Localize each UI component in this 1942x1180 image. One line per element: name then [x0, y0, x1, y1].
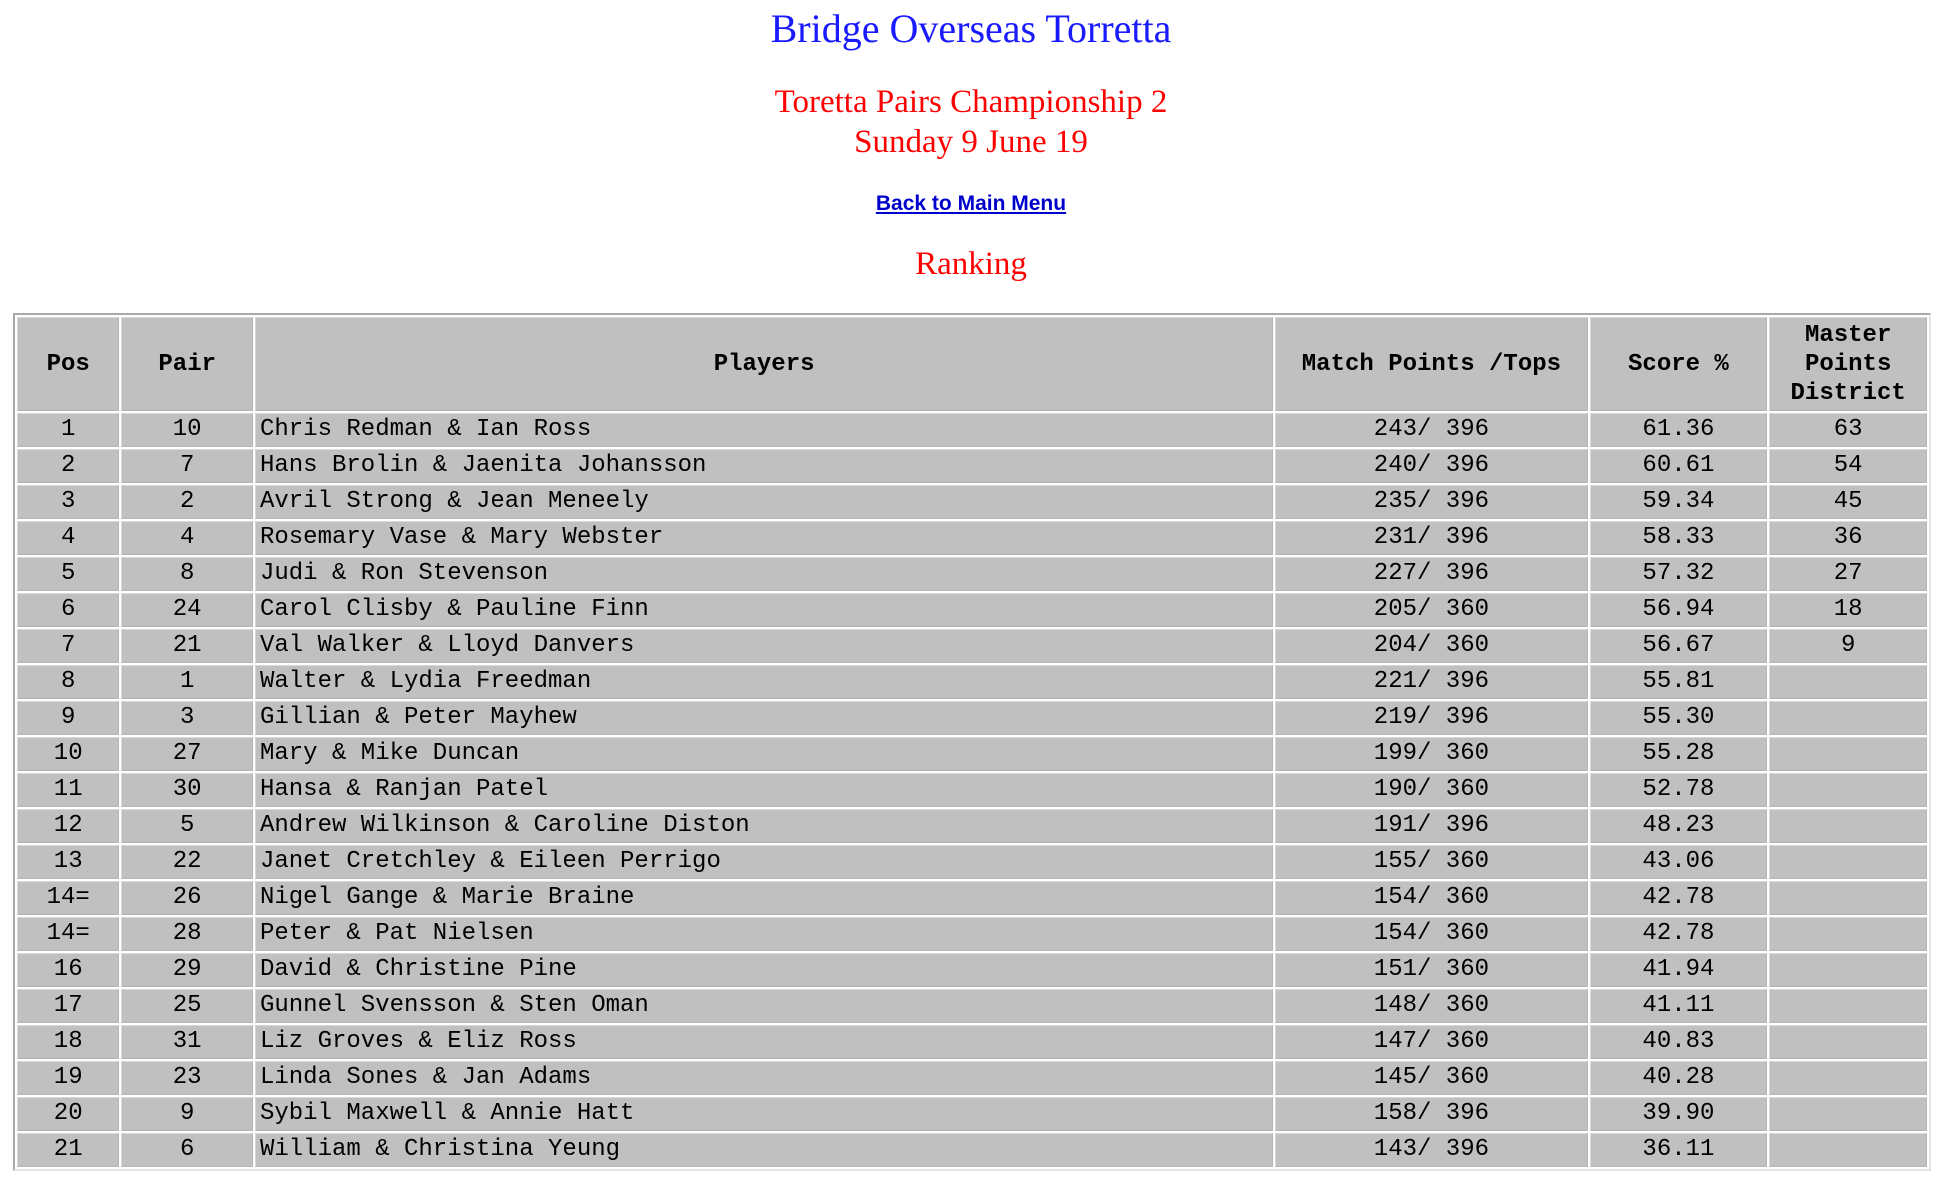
cell-match-points: 154/ 360 — [1275, 917, 1587, 951]
table-row — [17, 1025, 1927, 1059]
cell-pos: 2 — [17, 449, 119, 483]
cell-match-points: 158/ 396 — [1275, 1097, 1587, 1131]
cell-pos: 14= — [17, 881, 119, 915]
cell-pair: 24 — [121, 593, 253, 627]
cell-players: Mary & Mike Duncan — [255, 737, 1273, 771]
cell-players: Linda Sones & Jan Adams — [255, 1061, 1273, 1095]
cell-players: Sybil Maxwell & Annie Hatt — [255, 1097, 1273, 1131]
cell-score: 42.78 — [1590, 917, 1768, 951]
header-master-points: Master Points District — [1769, 317, 1927, 411]
cell-master-points — [1769, 701, 1927, 735]
cell-master-points: 54 — [1769, 449, 1927, 483]
cell-match-points: 243/ 396 — [1275, 413, 1587, 447]
ranking-table — [15, 315, 1929, 1169]
table-row — [17, 557, 1927, 591]
table-row — [17, 485, 1927, 519]
cell-master-points — [1769, 1097, 1927, 1131]
cell-master-points: 36 — [1769, 521, 1927, 555]
cell-pair: 21 — [121, 629, 253, 663]
cell-score: 56.67 — [1590, 629, 1768, 663]
table-row — [17, 1097, 1927, 1131]
cell-score: 58.33 — [1590, 521, 1768, 555]
cell-master-points: 63 — [1769, 413, 1927, 447]
cell-master-points — [1769, 773, 1927, 807]
cell-match-points: 154/ 360 — [1275, 881, 1587, 915]
cell-players: Peter & Pat Nielsen — [255, 917, 1273, 951]
cell-match-points: 227/ 396 — [1275, 557, 1587, 591]
cell-pair: 4 — [121, 521, 253, 555]
cell-match-points: 240/ 396 — [1275, 449, 1587, 483]
cell-players: Judi & Ron Stevenson — [255, 557, 1273, 591]
event-title: Toretta Pairs Championship 2 — [774, 84, 1168, 120]
cell-pair: 1 — [121, 665, 253, 699]
cell-match-points: 199/ 360 — [1275, 737, 1587, 771]
table-row — [17, 1133, 1927, 1167]
cell-match-points: 151/ 360 — [1275, 953, 1587, 987]
cell-players: Walter & Lydia Freedman — [255, 665, 1273, 699]
cell-master-points — [1769, 665, 1927, 699]
table-row — [17, 413, 1927, 447]
cell-players: Hansa & Ranjan Patel — [255, 773, 1273, 807]
cell-score: 59.34 — [1590, 485, 1768, 519]
cell-score: 52.78 — [1590, 773, 1768, 807]
cell-players: William & Christina Yeung — [255, 1133, 1273, 1167]
cell-score: 36.11 — [1590, 1133, 1768, 1167]
cell-score: 55.30 — [1590, 701, 1768, 735]
cell-pair: 6 — [121, 1133, 253, 1167]
cell-match-points: 235/ 396 — [1275, 485, 1587, 519]
table-row — [17, 917, 1927, 951]
cell-score: 61.36 — [1590, 413, 1768, 447]
cell-match-points: 147/ 360 — [1275, 1025, 1587, 1059]
cell-match-points: 231/ 396 — [1275, 521, 1587, 555]
cell-players: Nigel Gange & Marie Braine — [255, 881, 1273, 915]
cell-pair: 22 — [121, 845, 253, 879]
cell-pair: 31 — [121, 1025, 253, 1059]
cell-master-points — [1769, 1061, 1927, 1095]
cell-score: 40.83 — [1590, 1025, 1768, 1059]
cell-players: Val Walker & Lloyd Danvers — [255, 629, 1273, 663]
cell-master-points — [1769, 989, 1927, 1023]
back-to-main-menu-link[interactable]: Back to Main Menu — [875, 192, 1067, 215]
table-row — [17, 809, 1927, 843]
cell-match-points: 191/ 396 — [1275, 809, 1587, 843]
cell-match-points: 190/ 360 — [1275, 773, 1587, 807]
cell-pair: 25 — [121, 989, 253, 1023]
cell-pair: 23 — [121, 1061, 253, 1095]
cell-match-points: 143/ 396 — [1275, 1133, 1587, 1167]
cell-pair: 5 — [121, 809, 253, 843]
table-row — [17, 773, 1927, 807]
cell-players: Andrew Wilkinson & Caroline Diston — [255, 809, 1273, 843]
cell-match-points: 205/ 360 — [1275, 593, 1587, 627]
cell-master-points — [1769, 953, 1927, 987]
cell-score: 48.23 — [1590, 809, 1768, 843]
cell-master-points — [1769, 881, 1927, 915]
cell-match-points: 204/ 360 — [1275, 629, 1587, 663]
cell-players: Gillian & Peter Mayhew — [255, 701, 1273, 735]
cell-pos: 12 — [17, 809, 119, 843]
cell-pair: 10 — [121, 413, 253, 447]
cell-pos: 4 — [17, 521, 119, 555]
cell-match-points: 148/ 360 — [1275, 989, 1587, 1023]
cell-pair: 30 — [121, 773, 253, 807]
table-header-row — [17, 317, 1927, 411]
cell-pos: 11 — [17, 773, 119, 807]
cell-score: 55.81 — [1590, 665, 1768, 699]
cell-pos: 20 — [17, 1097, 119, 1131]
cell-master-points — [1769, 1133, 1927, 1167]
cell-players: David & Christine Pine — [255, 953, 1273, 987]
ranking-table-body — [17, 413, 1927, 1167]
cell-pos: 3 — [17, 485, 119, 519]
cell-pos: 16 — [17, 953, 119, 987]
cell-pos: 8 — [17, 665, 119, 699]
cell-master-points — [1769, 845, 1927, 879]
cell-pos: 10 — [17, 737, 119, 771]
cell-score: 56.94 — [1590, 593, 1768, 627]
cell-master-points — [1769, 1025, 1927, 1059]
cell-match-points: 221/ 396 — [1275, 665, 1587, 699]
cell-players: Liz Groves & Eliz Ross — [255, 1025, 1273, 1059]
cell-score: 42.78 — [1590, 881, 1768, 915]
table-row — [17, 737, 1927, 771]
cell-pair: 29 — [121, 953, 253, 987]
cell-pos: 21 — [17, 1133, 119, 1167]
cell-score: 55.28 — [1590, 737, 1768, 771]
cell-score: 43.06 — [1590, 845, 1768, 879]
event-date: Sunday 9 June 19 — [854, 124, 1088, 160]
cell-pos: 19 — [17, 1061, 119, 1095]
header-pos: Pos — [17, 317, 119, 411]
header-pair: Pair — [121, 317, 253, 411]
cell-players: Hans Brolin & Jaenita Johansson — [255, 449, 1273, 483]
cell-master-points: 9 — [1769, 629, 1927, 663]
cell-score: 41.94 — [1590, 953, 1768, 987]
cell-pos: 7 — [17, 629, 119, 663]
cell-score: 41.11 — [1590, 989, 1768, 1023]
cell-master-points — [1769, 809, 1927, 843]
cell-match-points: 219/ 396 — [1275, 701, 1587, 735]
cell-pos: 9 — [17, 701, 119, 735]
cell-match-points: 155/ 360 — [1275, 845, 1587, 879]
cell-pos: 14= — [17, 917, 119, 951]
cell-pair: 9 — [121, 1097, 253, 1131]
cell-pos: 13 — [17, 845, 119, 879]
cell-score: 39.90 — [1590, 1097, 1768, 1131]
cell-score: 40.28 — [1590, 1061, 1768, 1095]
cell-pair: 28 — [121, 917, 253, 951]
cell-pair: 27 — [121, 737, 253, 771]
cell-master-points — [1769, 917, 1927, 951]
cell-pair: 7 — [121, 449, 253, 483]
table-row — [17, 1061, 1927, 1095]
back-link-container — [0, 191, 1942, 219]
cell-master-points — [1769, 737, 1927, 771]
cell-match-points: 145/ 360 — [1275, 1061, 1587, 1095]
cell-pair: 8 — [121, 557, 253, 591]
table-row — [17, 593, 1927, 627]
cell-pos: 17 — [17, 989, 119, 1023]
cell-score: 60.61 — [1590, 449, 1768, 483]
cell-players: Janet Cretchley & Eileen Perrigo — [255, 845, 1273, 879]
table-row — [17, 665, 1927, 699]
table-row — [17, 845, 1927, 879]
table-row — [17, 629, 1927, 663]
cell-players: Rosemary Vase & Mary Webster — [255, 521, 1273, 555]
cell-players: Avril Strong & Jean Meneely — [255, 485, 1273, 519]
cell-score: 57.32 — [1590, 557, 1768, 591]
cell-pos: 18 — [17, 1025, 119, 1059]
header-match-points: Match Points /Tops — [1275, 317, 1587, 411]
cell-master-points: 18 — [1769, 593, 1927, 627]
table-row — [17, 521, 1927, 555]
header-score: Score % — [1590, 317, 1768, 411]
cell-pos: 1 — [17, 413, 119, 447]
table-row — [17, 881, 1927, 915]
header-players: Players — [255, 317, 1273, 411]
table-row — [17, 953, 1927, 987]
cell-pair: 2 — [121, 485, 253, 519]
table-row — [17, 989, 1927, 1023]
table-row — [17, 449, 1927, 483]
table-row — [17, 701, 1927, 735]
cell-players: Chris Redman & Ian Ross — [255, 413, 1273, 447]
cell-master-points: 27 — [1769, 557, 1927, 591]
cell-pair: 3 — [121, 701, 253, 735]
cell-pos: 5 — [17, 557, 119, 591]
cell-players: Carol Clisby & Pauline Finn — [255, 593, 1273, 627]
cell-players: Gunnel Svensson & Sten Oman — [255, 989, 1273, 1023]
ranking-table-frame — [13, 313, 1931, 1171]
site-title: Bridge Overseas Torretta — [770, 6, 1172, 51]
cell-master-points: 45 — [1769, 485, 1927, 519]
cell-pair: 26 — [121, 881, 253, 915]
cell-pos: 6 — [17, 593, 119, 627]
section-title: Ranking — [915, 246, 1027, 282]
